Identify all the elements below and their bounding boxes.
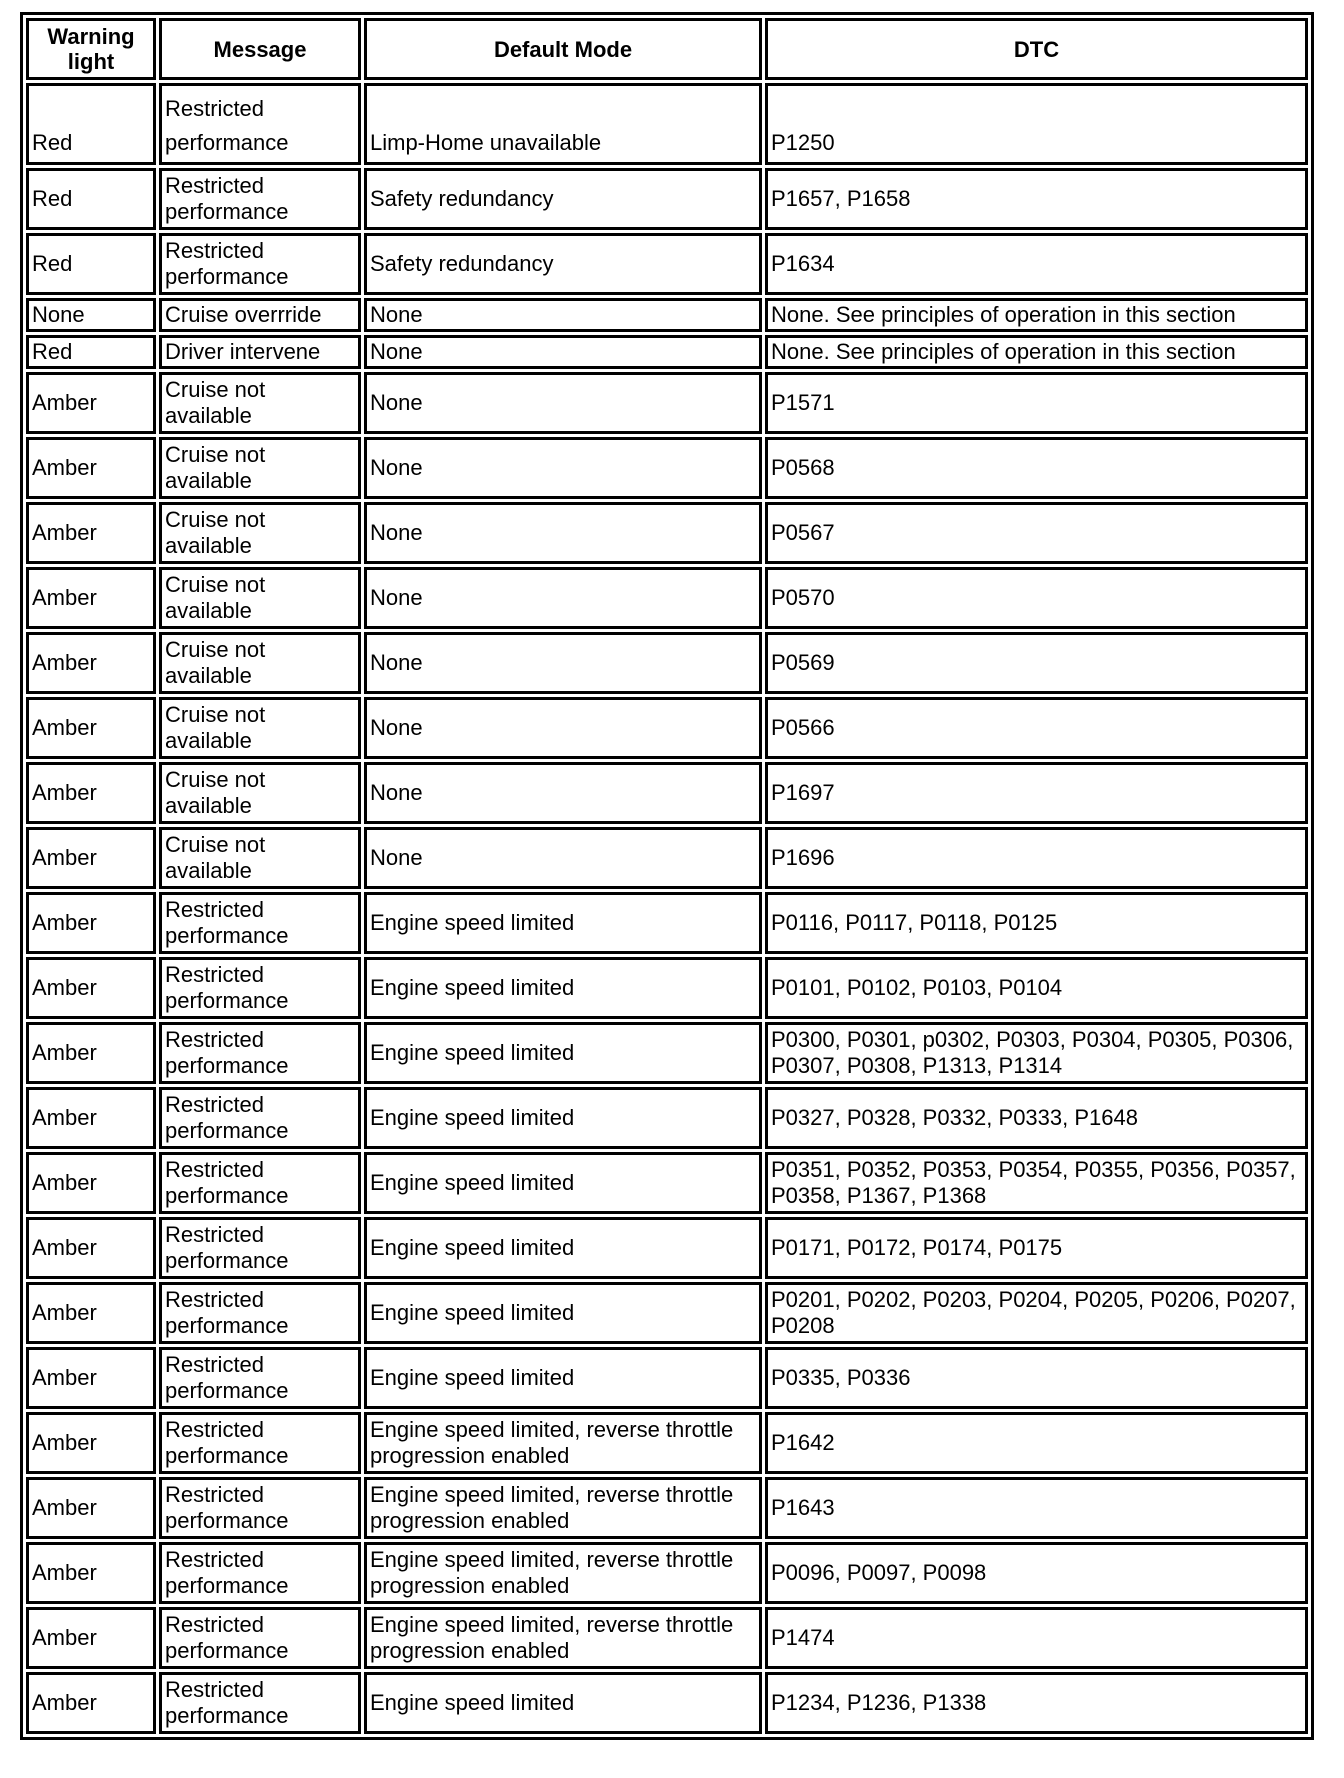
- cell-warning-light: Amber: [26, 957, 156, 1019]
- table-row: [26, 233, 1308, 295]
- cell-dtc: P0567: [765, 502, 1308, 564]
- cell-warning-light: Amber: [26, 1477, 156, 1539]
- cell-message: Cruise not available: [159, 632, 361, 694]
- cell-dtc: P0096, P0097, P0098: [765, 1542, 1308, 1604]
- cell-warning-light: Amber: [26, 1217, 156, 1279]
- cell-message: Cruise not available: [159, 567, 361, 629]
- cell-message: Restricted performance: [159, 233, 361, 295]
- cell-message: Cruise not available: [159, 437, 361, 499]
- cell-default-mode: None: [364, 437, 762, 499]
- cell-dtc: P1657, P1658: [765, 168, 1308, 230]
- cell-default-mode: Engine speed limited: [364, 1217, 762, 1279]
- cell-dtc: P0116, P0117, P0118, P0125: [765, 892, 1308, 954]
- cell-dtc: P0569: [765, 632, 1308, 694]
- cell-warning-light: Amber: [26, 1412, 156, 1474]
- cell-dtc: P0300, P0301, p0302, P0303, P0304, P0305, P0306, P0307, P0308, P1313, P1314: [765, 1022, 1308, 1084]
- cell-warning-light: Amber: [26, 1152, 156, 1214]
- cell-default-mode: None: [364, 762, 762, 824]
- cell-dtc: P1234, P1236, P1338: [765, 1672, 1308, 1734]
- table-row: [26, 83, 1308, 165]
- cell-dtc: P0327, P0328, P0332, P0333, P1648: [765, 1087, 1308, 1149]
- cell-warning-light: Amber: [26, 502, 156, 564]
- table-row: [26, 1087, 1308, 1149]
- cell-dtc: P1250: [765, 83, 1308, 165]
- table-row: [26, 1607, 1308, 1669]
- cell-default-mode: Engine speed limited: [364, 1282, 762, 1344]
- cell-message: Driver intervene: [159, 335, 361, 369]
- cell-warning-light: Red: [26, 335, 156, 369]
- cell-default-mode: Safety redundancy: [364, 168, 762, 230]
- cell-default-mode: Engine speed limited: [364, 1672, 762, 1734]
- table-row: [26, 168, 1308, 230]
- table-row: [26, 437, 1308, 499]
- cell-message: Restricted performance: [159, 1477, 361, 1539]
- cell-message: Restricted performance: [159, 1087, 361, 1149]
- table-row: [26, 1412, 1308, 1474]
- cell-warning-light: Amber: [26, 1542, 156, 1604]
- table-container: [20, 12, 1314, 1740]
- table-row: [26, 957, 1308, 1019]
- cell-warning-light: Amber: [26, 1672, 156, 1734]
- cell-dtc: P0566: [765, 697, 1308, 759]
- cell-default-mode: Engine speed limited: [364, 1152, 762, 1214]
- cell-dtc: P1474: [765, 1607, 1308, 1669]
- cell-warning-light: Red: [26, 83, 156, 165]
- header-dtc: DTC: [765, 18, 1308, 80]
- cell-default-mode: Safety redundancy: [364, 233, 762, 295]
- cell-message: Restricted performance: [159, 957, 361, 1019]
- cell-default-mode: None: [364, 567, 762, 629]
- cell-warning-light: Red: [26, 168, 156, 230]
- cell-dtc: P0201, P0202, P0203, P0204, P0205, P0206, P0207, P0208: [765, 1282, 1308, 1344]
- cell-warning-light: Amber: [26, 372, 156, 434]
- cell-dtc: P0351, P0352, P0353, P0354, P0355, P0356, P0357, P0358, P1367, P1368: [765, 1152, 1308, 1214]
- header-default-mode: Default Mode: [364, 18, 762, 80]
- cell-default-mode: Engine speed limited: [364, 892, 762, 954]
- table-row: [26, 567, 1308, 629]
- cell-warning-light: Amber: [26, 632, 156, 694]
- cell-warning-light: Amber: [26, 697, 156, 759]
- cell-message: Cruise not available: [159, 372, 361, 434]
- cell-default-mode: Engine speed limited: [364, 1347, 762, 1409]
- cell-default-mode: Limp-Home unavailable: [364, 83, 762, 165]
- table-row: [26, 1672, 1308, 1734]
- cell-message: Cruise not available: [159, 762, 361, 824]
- cell-default-mode: Engine speed limited, reverse throttle progression enabled: [364, 1542, 762, 1604]
- cell-warning-light: Amber: [26, 1087, 156, 1149]
- cell-warning-light: Amber: [26, 827, 156, 889]
- cell-default-mode: Engine speed limited, reverse throttle progression enabled: [364, 1412, 762, 1474]
- table-row: [26, 335, 1308, 369]
- table-row: [26, 1282, 1308, 1344]
- cell-default-mode: None: [364, 335, 762, 369]
- cell-warning-light: Amber: [26, 762, 156, 824]
- cell-dtc: P1571: [765, 372, 1308, 434]
- cell-dtc: P1634: [765, 233, 1308, 295]
- cell-default-mode: None: [364, 502, 762, 564]
- cell-dtc: P1642: [765, 1412, 1308, 1474]
- table-row: [26, 892, 1308, 954]
- table-row: [26, 298, 1308, 332]
- cell-default-mode: None: [364, 697, 762, 759]
- table-row: [26, 1477, 1308, 1539]
- cell-default-mode: Engine speed limited: [364, 1087, 762, 1149]
- cell-message: Cruise not available: [159, 827, 361, 889]
- header-row: [26, 18, 1308, 80]
- dtc-table: [20, 12, 1314, 1740]
- cell-dtc: P0570: [765, 567, 1308, 629]
- cell-warning-light: Amber: [26, 1282, 156, 1344]
- table-row: [26, 762, 1308, 824]
- cell-message: Restricted performance: [159, 1412, 361, 1474]
- table-row: [26, 502, 1308, 564]
- cell-warning-light: Amber: [26, 437, 156, 499]
- cell-dtc: P0335, P0336: [765, 1347, 1308, 1409]
- table-row: [26, 697, 1308, 759]
- cell-message: Restricted performance: [159, 1672, 361, 1734]
- cell-message: Cruise not available: [159, 502, 361, 564]
- cell-default-mode: Engine speed limited: [364, 1022, 762, 1084]
- table-row: [26, 632, 1308, 694]
- table-row: [26, 1022, 1308, 1084]
- table-row: [26, 1542, 1308, 1604]
- cell-warning-light: Red: [26, 233, 156, 295]
- table-row: [26, 1347, 1308, 1409]
- table-row: [26, 1217, 1308, 1279]
- cell-warning-light: Amber: [26, 1607, 156, 1669]
- cell-dtc: None. See principles of operation in this section: [765, 298, 1308, 332]
- cell-default-mode: None: [364, 298, 762, 332]
- cell-message: Restricted performance: [159, 1282, 361, 1344]
- cell-default-mode: Engine speed limited, reverse throttle progression enabled: [364, 1477, 762, 1539]
- cell-message: Cruise not available: [159, 697, 361, 759]
- cell-dtc: P0171, P0172, P0174, P0175: [765, 1217, 1308, 1279]
- cell-message: Restricted performance: [159, 1347, 361, 1409]
- cell-warning-light: Amber: [26, 1347, 156, 1409]
- cell-default-mode: None: [364, 632, 762, 694]
- cell-message: Restricted performance: [159, 1022, 361, 1084]
- table-row: [26, 372, 1308, 434]
- table-row: [26, 1152, 1308, 1214]
- cell-message: Restricted performance: [159, 168, 361, 230]
- cell-message: Restricted performance: [159, 1542, 361, 1604]
- cell-warning-light: None: [26, 298, 156, 332]
- cell-message: Restricted performance: [159, 83, 361, 165]
- cell-dtc: P1697: [765, 762, 1308, 824]
- cell-message: Restricted performance: [159, 892, 361, 954]
- cell-default-mode: Engine speed limited, reverse throttle progression enabled: [364, 1607, 762, 1669]
- cell-message: Restricted performance: [159, 1607, 361, 1669]
- cell-dtc: None. See principles of operation in this section: [765, 335, 1308, 369]
- cell-dtc: P0101, P0102, P0103, P0104: [765, 957, 1308, 1019]
- cell-message: Cruise overrride: [159, 298, 361, 332]
- cell-default-mode: None: [364, 372, 762, 434]
- cell-message: Restricted performance: [159, 1217, 361, 1279]
- cell-dtc: P0568: [765, 437, 1308, 499]
- cell-warning-light: Amber: [26, 1022, 156, 1084]
- cell-warning-light: Amber: [26, 567, 156, 629]
- cell-dtc: P1696: [765, 827, 1308, 889]
- cell-message: Restricted performance: [159, 1152, 361, 1214]
- cell-default-mode: None: [364, 827, 762, 889]
- header-message: Message: [159, 18, 361, 80]
- header-warning-light: Warning light: [26, 18, 156, 80]
- cell-warning-light: Amber: [26, 892, 156, 954]
- cell-default-mode: Engine speed limited: [364, 957, 762, 1019]
- cell-dtc: P1643: [765, 1477, 1308, 1539]
- table-row: [26, 827, 1308, 889]
